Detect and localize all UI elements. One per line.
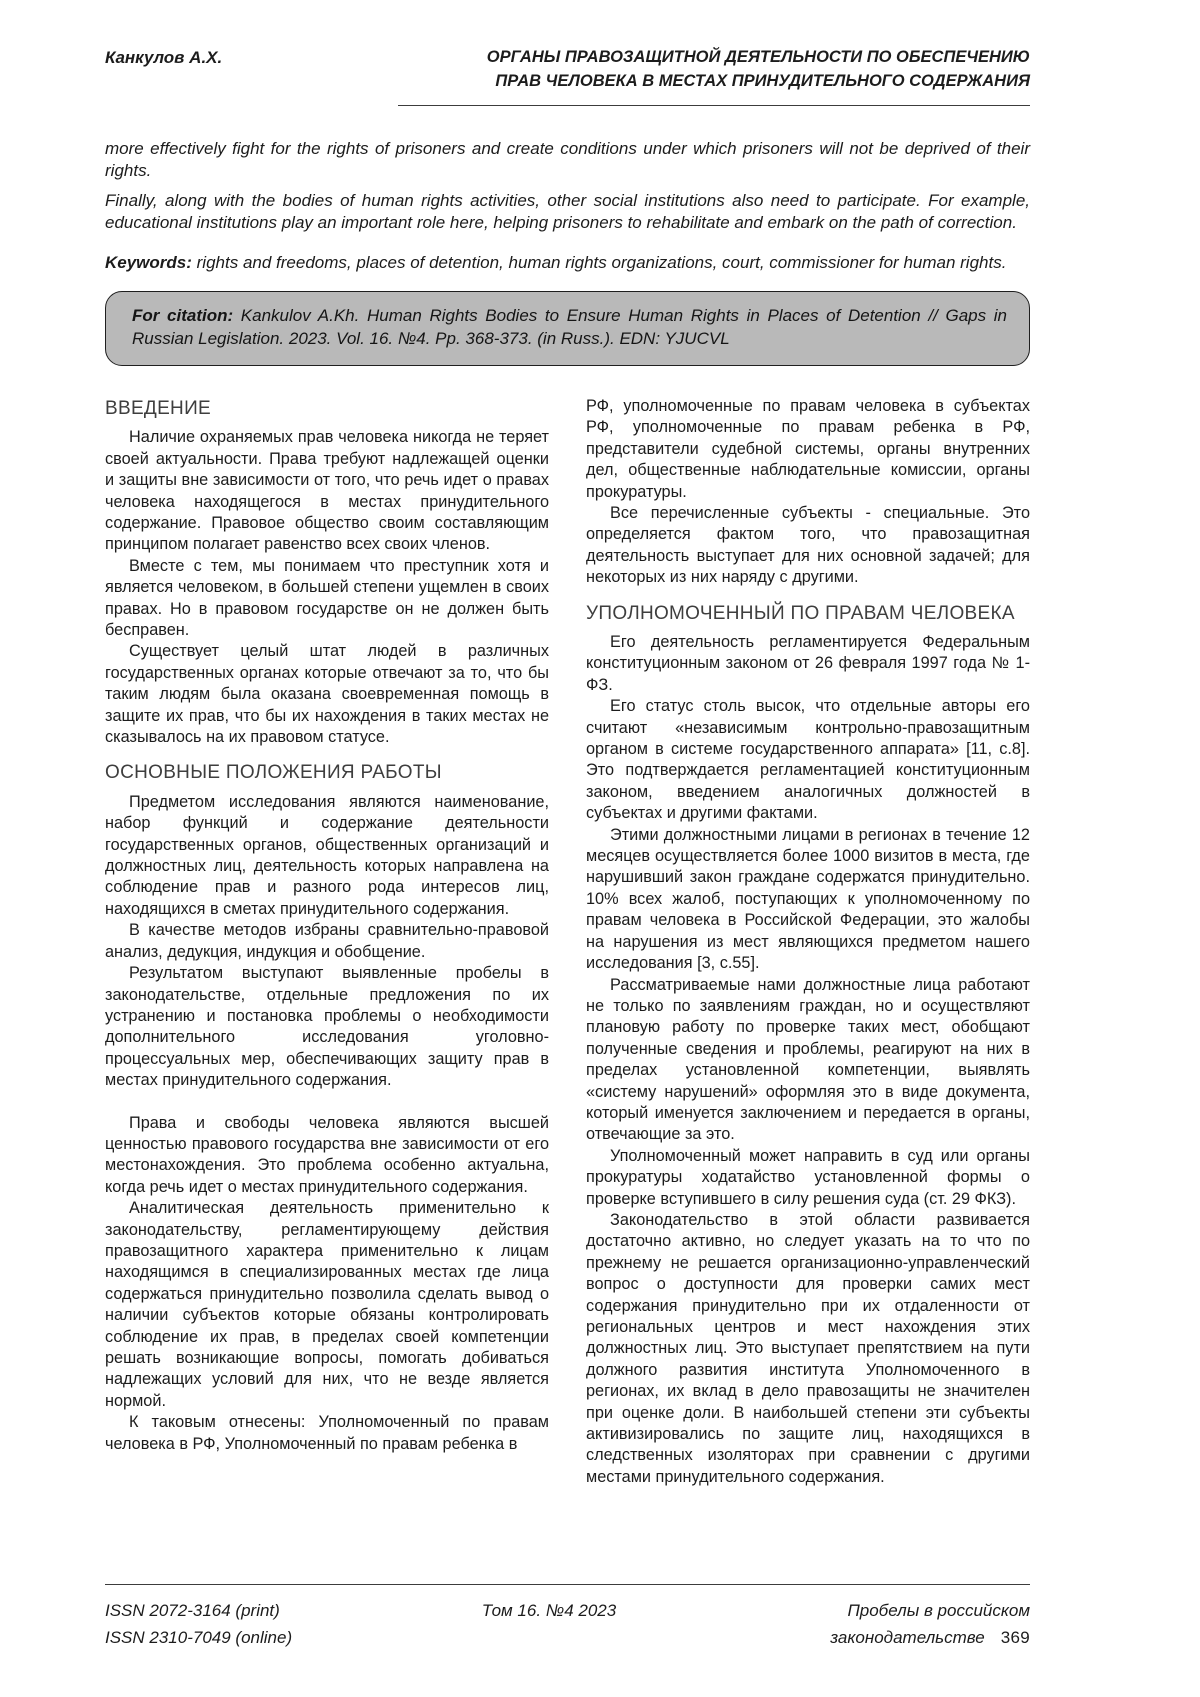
running-title-line1: ОРГАНЫ ПРАВОЗАЩИТНОЙ ДЕЯТЕЛЬНОСТИ ПО ОБЕСПЕЧЕНИЮ (486, 48, 1030, 66)
keywords-label: Keywords: (105, 252, 192, 272)
keywords-line (105, 252, 1030, 274)
body-columns (105, 396, 1030, 1488)
abstract-english (105, 138, 1030, 235)
page-footer (105, 1584, 1030, 1651)
footer-volume: Том 16. №4 2023 (481, 1601, 617, 1621)
paragraph: В качестве методов избраны сравнительно-правовой анализ, дедукция, индукция и обобщение. (105, 921, 549, 961)
footer-journal-block (679, 1598, 1031, 1651)
issn-online: ISSN 2310-7049 (online) (105, 1627, 293, 1647)
citation-text: Kankulov A.Kh. Human Rights Bodies to Ensure Human Rights in Places of Detention // Gaps in Russian Legislation. 2023. Vol. 16. №4. Pp. 368-373. (in Russ.). EDN: YJUCVL (132, 306, 1008, 349)
paragraph: Рассматриваемые нами должностные лица работают не только по заявлениям граждан, но и осуществляют плановую работу по проверке таких мест, обобщают полученные сведения и проблемы, реагируют на них в пределах установленной компетенции, выявлять «систему нарушений» оформляя это в виде документа, который именуется заключением и передается в органы, отвечающие за это. (586, 975, 1030, 1144)
citation-label: For citation: (132, 306, 234, 326)
paragraph: Существует целый штат людей в различных государственных органах которые отвечают за то, что бы таким людям была оказана своевременная помощь в защите их прав, что бы их нахождения в таких местах не сказывалось на их правовом статусе. (105, 642, 549, 747)
page-number: 369 (1000, 1627, 1030, 1647)
abstract-paragraph: more effectively fight for the rights of prisoners and create conditions under which prisoners will not be deprived of their rights. (105, 138, 1030, 181)
paragraph: Права и свободы человека являются высшей ценностью правового государства вне зависимости от его местонахождения. Это проблема особенно актуальна, когда речь идет о местах принудительного содержания. (105, 1113, 549, 1196)
author-name: Канкулов А.Х. (105, 48, 223, 67)
paragraph: Наличие охраняемых прав человека никогда не теряет своей актуальности. Права требуют надлежащей оценки и защиты вне зависимости от того, что речь идет о правах человека находящегося в местах принудительного содержание. Правовое общество своим составляющим принципом полагает равенство всех своих членов. (105, 428, 549, 554)
paragraph: Результатом выступают выявленные пробелы в законодательстве, отдельные предложения по их устранению и постановка проблемы о необходимости дополнительного исследования уголовно-процессуальных мер, обеспечивающих защиту прав в местах принудительного содержания. (105, 964, 549, 1090)
column-right (586, 396, 1030, 1488)
paragraph: Его статус столь высок, что отдельные авторы его считают «независимым контрольно-правозащитным органом в системе государственного аппарата» [11, с.8]. Это подтверждается регламентацией конституционным законом, введением аналогичных должностей в субъектах и другими фактами. (586, 697, 1030, 823)
paragraph: Уполномоченный может направить в суд или органы прокуратуры ходатайство установленной формы о проверке вступившего в силу решения суда (ст. 29 ФКЗ). (586, 1146, 1030, 1208)
page-header (105, 46, 1030, 106)
paragraph: К таковым отнесены: Уполномоченный по правам человека в РФ, Уполномоченный по правам ребенка в (105, 1413, 549, 1453)
section-heading: УПОЛНОМОЧЕННЫЙ ПО ПРАВАМ ЧЕЛОВЕКА (586, 602, 1015, 624)
citation-box (105, 291, 1030, 366)
keywords-text: rights and freedoms, places of detention, human rights organizations, court, commissioner for human rights. (191, 252, 1007, 272)
running-title-line2: ПРАВ ЧЕЛОВЕКА В МЕСТАХ ПРИНУДИТЕЛЬНОГО СОДЕРЖАНИЯ (495, 71, 1030, 90)
paragraph: Все перечисленные субъекты - специальные. Это определяется фактом того, что правозащитная деятельность выступает для них основной задачей; для некоторых из них наряду с другими. (586, 503, 1030, 587)
section-heading: ОСНОВНЫЕ ПОЛОЖЕНИЯ РАБОТЫ (105, 762, 442, 784)
running-title (398, 46, 1030, 106)
paragraph: Аналитическая деятельность применительно к законодательству, регламентирующему действия правозащитного характера применительно к лицам находящимся в специализированных местах где лица содержаться принудительно позволила сделать вывод о наличии субъектов которые обязаны контролировать соблюдение их прав, в пределах своей компетенции решать возникающие вопросы, помогать добиваться надлежащих условий для них, что не везде является нормой. (105, 1199, 549, 1410)
column-left (105, 396, 549, 1488)
paragraph: Законодательство в этой области развивается достаточно активно, но следует указать на то что по прежнему не решается организационно-управленческий вопрос о доступности для проверки самих мест содержания принудительно при их отдаленности от региональных центров и мест нахождения этих должностных лиц. Это выступает препятствием на пути должного развития института Уполномоченного в регионах, их вклад в дело правозащиты не значителен при оценке доли. В наибольшей степени эти субъекты активизировались по защите лиц, находящихся в следственных изоляторах при сравнении с другими местами принудительного содержания. (586, 1210, 1030, 1486)
paragraph: Вместе с тем, мы понимаем что преступник хотя и является человеком, в большей степени ущемлен в своих правах. Но в правовом государстве он не должен быть бесправен. (105, 556, 549, 639)
paragraph: Его деятельность регламентируется Федеральным конституционным законом от 26 февраля 1997 года № 1-ФЗ. (586, 633, 1030, 694)
footer-issn (105, 1598, 420, 1651)
paragraph: РФ, уполномоченные по правам человека в субъектах РФ, уполномоченные по правам ребенка в РФ, представители судебной системы, органы внутренних дел, общественные наблюдательные комиссии, органы прокуратуры. (586, 396, 1030, 501)
abstract-paragraph: Finally, along with the bodies of human rights activities, other social institutions also need to participate. For example, educational institutions play an important role here, helping prisoners to rehabilitate and embark on the path of correction. (105, 190, 1030, 233)
issn-print: ISSN 2072-3164 (print) (105, 1601, 280, 1621)
paragraph: Этими должностными лицами в регионах в течение 12 месяцев осуществляется более 1000 визитов в места, где нарушивший закон граждане содержатся принудительно. 10% всех жалоб, поступающих к уполномоченному по правам человека в Российской Федерации, это жалобы на нарушения из мест являющихся предметом нашего исследования [3, с.55]. (586, 825, 1030, 973)
section-heading: ВВЕДЕНИЕ (105, 397, 212, 419)
paragraph: Предметом исследования являются наименование, набор функций и содержание деятельности государственных органов, общественных организаций и должностных лиц, деятельность которых направлена на соблюдение прав и разного рода интересов лиц, находящихся в сметах принудительного содержания. (105, 792, 549, 918)
footer-journal-title: Пробелы в российском законодательстве (830, 1601, 1030, 1647)
